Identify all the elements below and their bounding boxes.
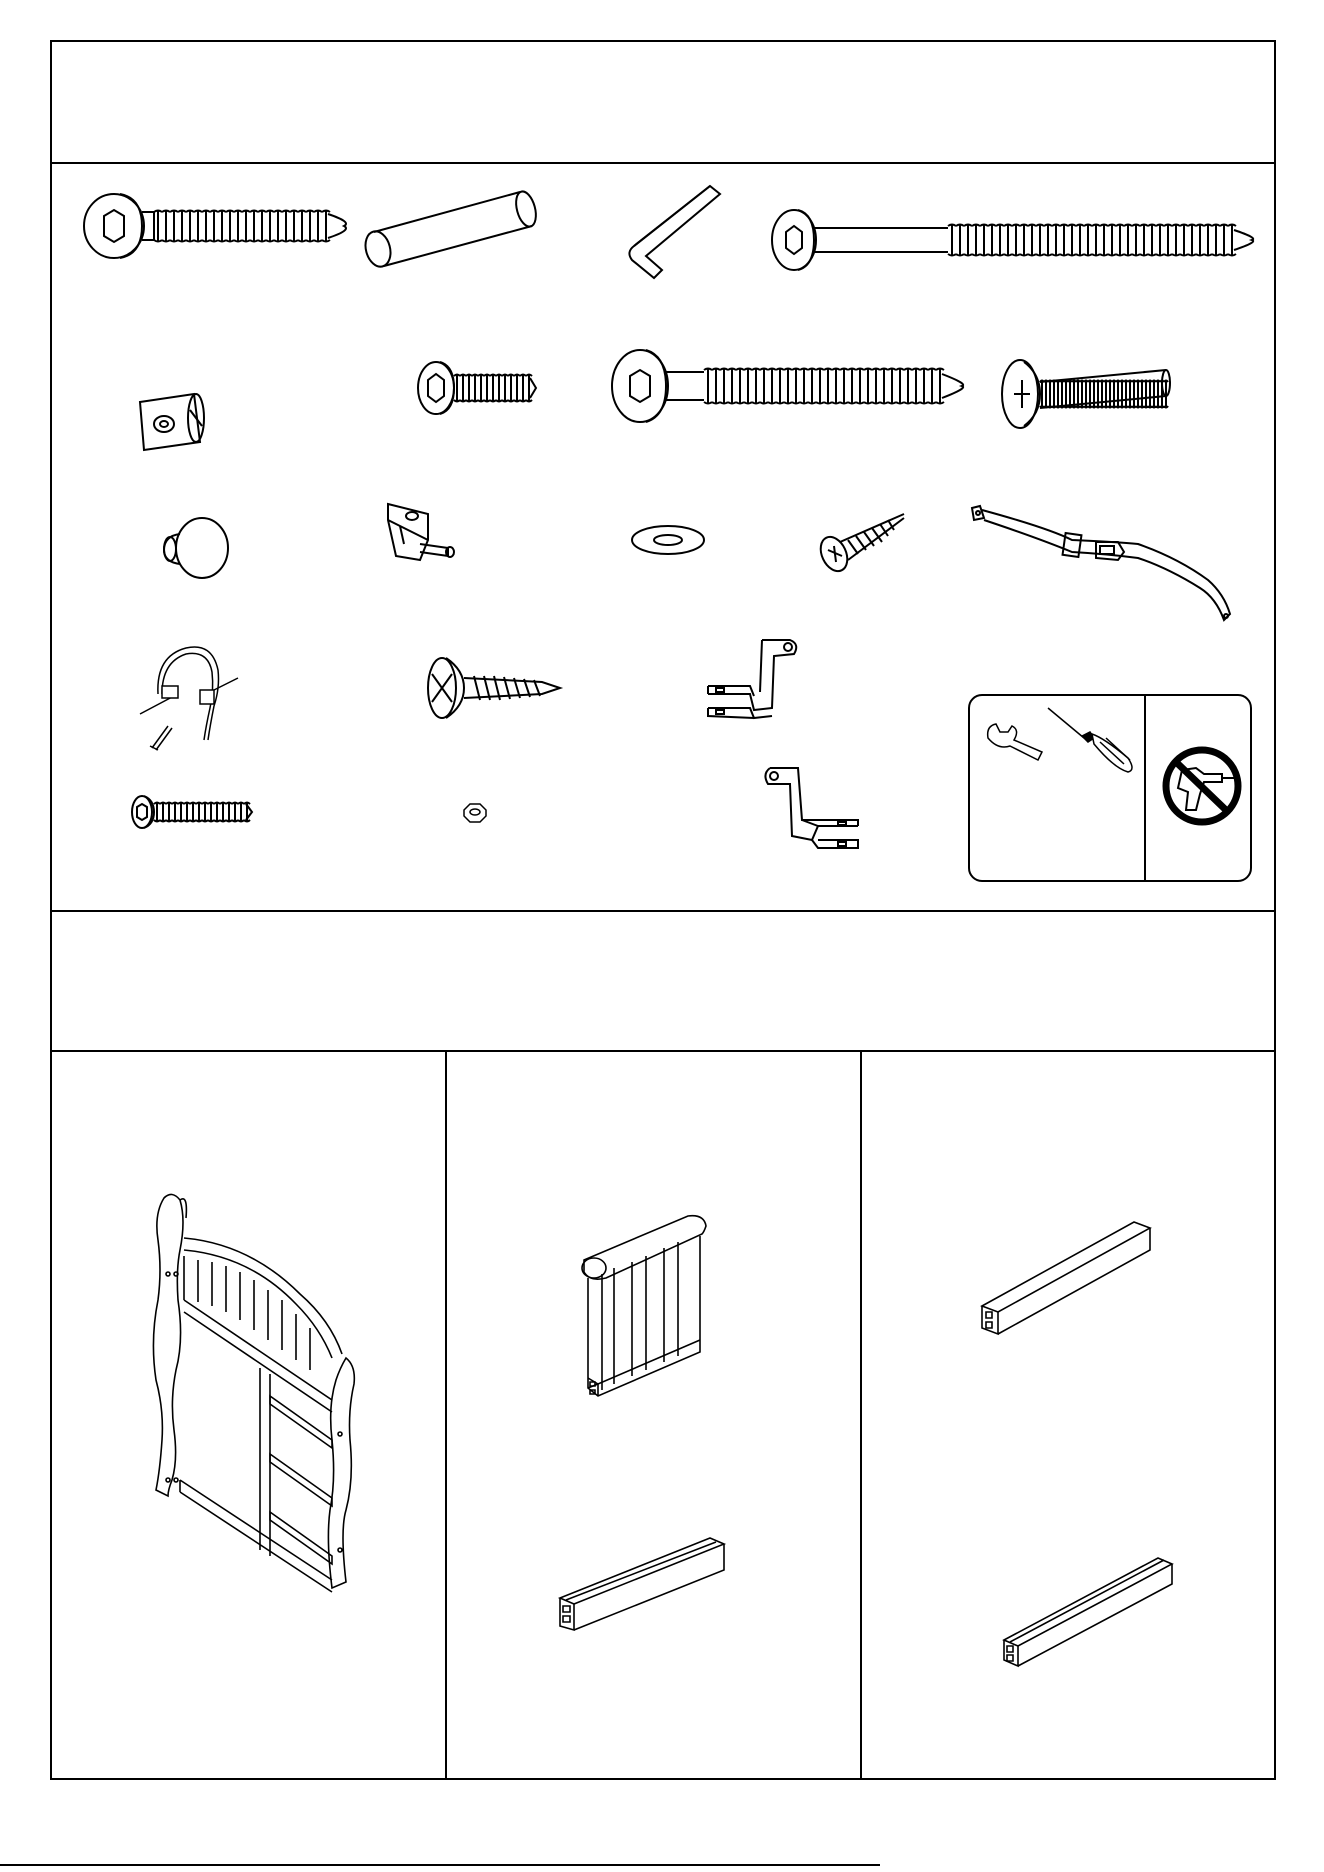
- bracket-icon: [760, 764, 870, 856]
- allen-bolt-icon: [412, 352, 542, 422]
- allen-bolt-icon: [80, 186, 350, 266]
- dowel-icon: [356, 184, 538, 268]
- allen-bolt-icon: [608, 344, 968, 428]
- allen-bolt-icon: [128, 792, 254, 832]
- rail-icon: [556, 1534, 730, 1630]
- wrench-icon: [984, 718, 1044, 762]
- hardware-section-bottom-divider: [50, 910, 1276, 912]
- parts-column-divider-1: [445, 1050, 447, 1780]
- wood-screw-icon: [424, 650, 564, 726]
- end-panel-icon: [150, 1190, 360, 1590]
- slat-panel-icon: [576, 1212, 716, 1404]
- hardware-header-divider: [50, 162, 1276, 164]
- bracket-icon: [700, 636, 810, 728]
- rail-icon: [1000, 1554, 1176, 1666]
- rail-icon: [978, 1218, 1154, 1334]
- barrel-nut-icon: [132, 386, 222, 456]
- screwdriver-icon: [1044, 704, 1144, 776]
- parts-header-divider: [50, 1050, 1276, 1052]
- tools-panel: [968, 694, 1252, 882]
- strap-icon: [968, 502, 1240, 626]
- knob-icon: [158, 512, 238, 582]
- clip-bracket-icon: [374, 500, 464, 574]
- footer-rule: [0, 1864, 880, 1866]
- hex-nut-icon: [460, 800, 490, 826]
- anchor-kit-icon: [138, 636, 248, 752]
- phillips-screw-icon: [1000, 356, 1172, 432]
- parts-column-divider-2: [860, 1050, 862, 1780]
- washer-icon: [628, 522, 708, 558]
- no-power-drill-icon: [1160, 744, 1244, 828]
- tools-panel-divider: [1144, 696, 1146, 880]
- allen-bolt-icon: [768, 200, 1260, 280]
- wood-screw-icon: [818, 510, 908, 574]
- allen-key-icon: [604, 182, 724, 282]
